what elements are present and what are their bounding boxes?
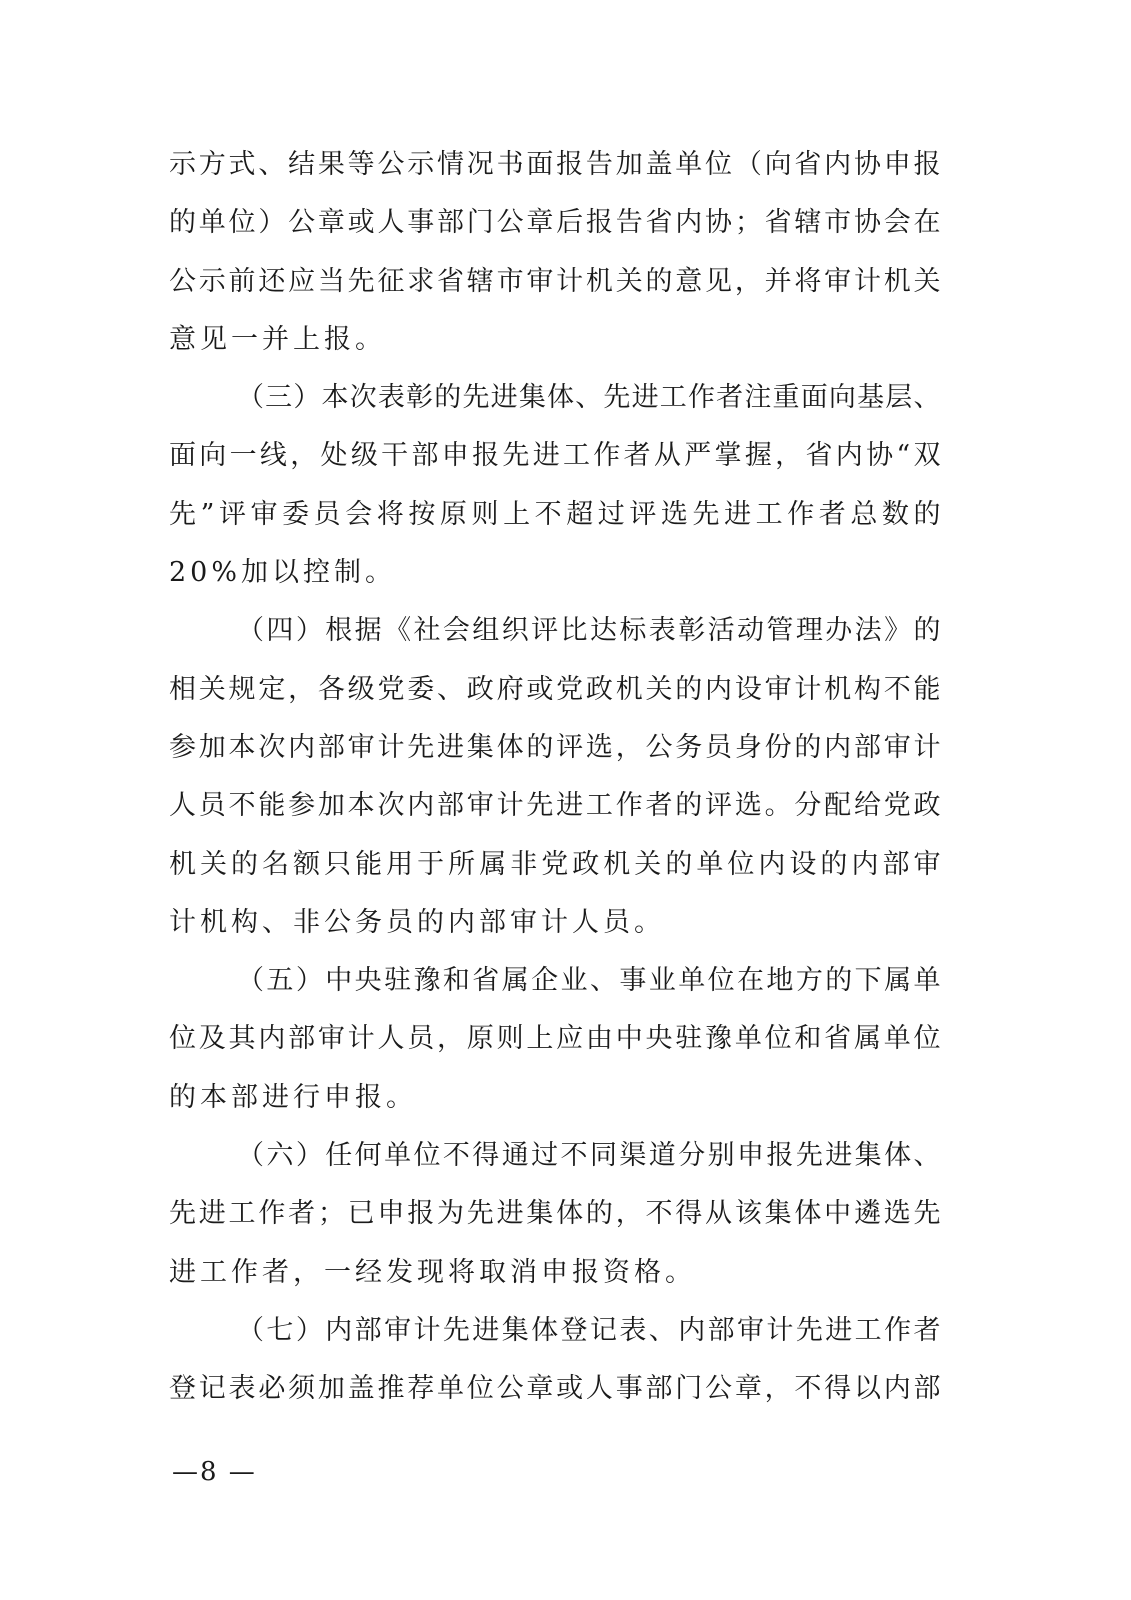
text-line: 公示前还应当先征求省辖市审计机关的意见，并将审计机关 [169,265,941,297]
paragraph-3-first-line: （三）本次表彰的先进集体、先进工作者注重面向基层、 [237,382,941,414]
text-line: 机关的名额只能用于所属非党政机关的单位内设的内部审 [169,848,941,880]
text-line: 先进工作者；已申报为先进集体的，不得从该集体中遴选先 [169,1198,941,1230]
text-line: 示方式、结果等公示情况书面报告加盖单位（向省内协申报 [169,149,941,180]
page-number: —8 — [172,1457,257,1487]
text-line: 进工作者，一经发现将取消申报资格。 [169,1256,696,1288]
text-line: 面向一线，处级干部申报先进工作者从严掌握，省内协“双 [169,440,941,472]
body-text [169,136,941,1419]
text-line: 参加本次内部审计先进集体的评选，公务员身份的内部审计 [169,731,941,763]
text-line: 的本部进行申报。 [169,1081,417,1113]
paragraph-4-first-line: （四）根据《社会组织评比达标表彰活动管理办法》的 [237,615,941,647]
text-line: 计机构、非公务员的内部审计人员。 [169,906,665,938]
paragraph-6-first-line: （六）任何单位不得通过不同渠道分别申报先进集体、 [237,1140,941,1172]
text-line: 相关规定，各级党委、政府或党政机关的内设审计机构不能 [169,673,941,705]
text-line: 登记表必须加盖推荐单位公章或人事部门公章，不得以内部 [169,1373,941,1405]
text-line: 意见一并上报。 [169,323,386,355]
paragraph-7-first-line: （七）内部审计先进集体登记表、内部审计先进工作者 [237,1314,941,1346]
paragraph-5-first-line: （五）中央驻豫和省属企业、事业单位在地方的下属单 [237,965,941,997]
text-line: 先”评审委员会将按原则上不超过评选先进工作者总数的 [169,498,941,530]
text-line: 的单位）公章或人事部门公章后报告省内协；省辖市协会在 [169,207,941,239]
text-line: 人员不能参加本次内部审计先进工作者的评选。分配给党政 [169,790,941,822]
text-line: 20%加以控制。 [169,557,397,589]
text-line: 位及其内部审计人员，原则上应由中央驻豫单位和省属单位 [169,1023,941,1055]
